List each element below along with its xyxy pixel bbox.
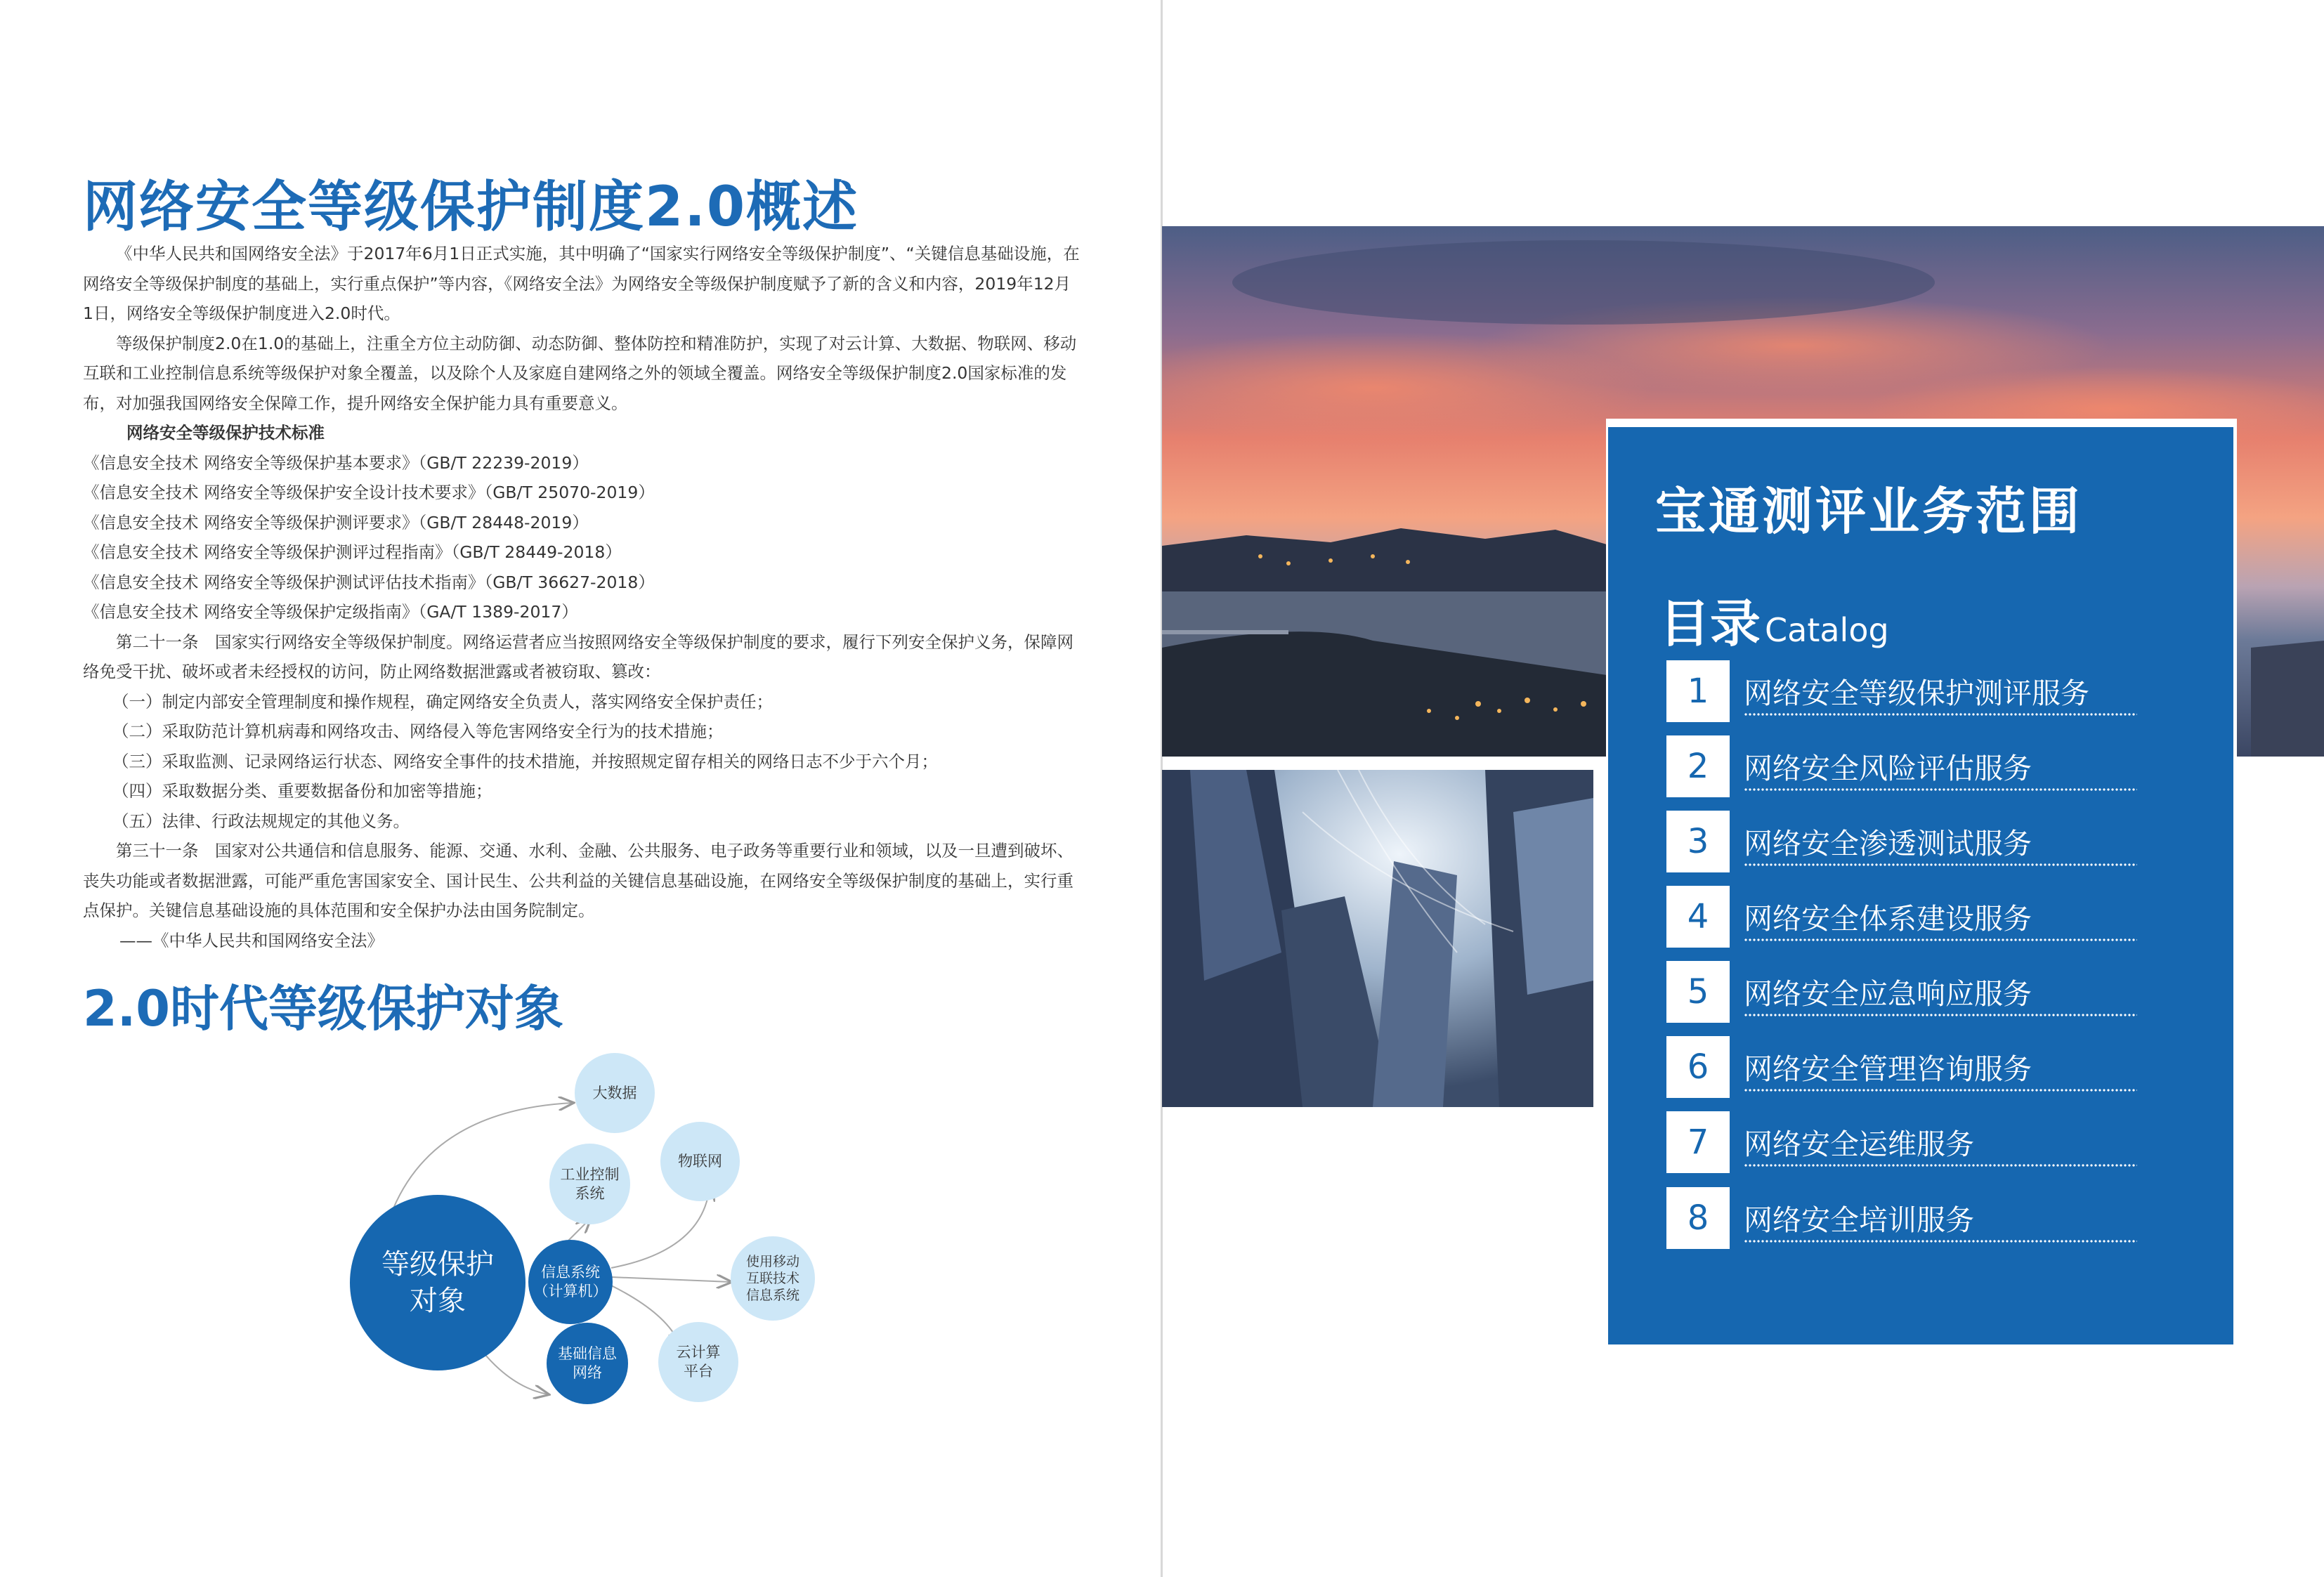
ics-node: 工业控制 系统 xyxy=(549,1144,630,1224)
catalog-label: 网络安全风险评估服务 xyxy=(1744,752,2032,785)
dotted-rule xyxy=(1744,1239,2137,1243)
standard-item: 《信息安全技术 网络安全等级保护测评过程指南》（GB/T 28449-2018） xyxy=(83,542,622,562)
standard-item: 《信息安全技术 网络安全等级保护测评要求》（GB/T 28448-2019） xyxy=(83,512,589,532)
paragraph-2-0: 等级保护制度2.0在1.0的基础上，注重全方位主动防御、动态防御、整体防控和精准防护，实现了对云计算、大数据、物联网、移动互联和工业控制信息系统等级保护对象全覆盖，以及除个人及家庭自建网络之外的领域全覆盖。网络安全等级保护制度2.0国家标准的发布，对加强我国网络安全保障工作，提升网络安全保护能力具有重要意义。 xyxy=(83,333,1077,413)
catalog-item-7[interactable] xyxy=(1666,1111,2137,1173)
catalog-label: 网络安全应急响应服务 xyxy=(1744,977,2032,1011)
catalog-number: 7 xyxy=(1666,1111,1730,1173)
article-item: （四）采取数据分类、重要数据备份和加密等措施； xyxy=(112,781,492,801)
catalog-label: 网络安全体系建设服务 xyxy=(1744,902,2032,936)
article-31: 第三十一条 国家对公共通信和信息服务、能源、交通、水利、金融、公共服务、电子政务等重要行业和领域，以及一旦遭到破坏、丧失功能或者数据泄露，可能严重危害国家安全、国计民生、公共利益的关键信息基础设施，在网络安全等级保护制度的基础上，实行重点保护。关键信息基础设施的具体范围和安全保护办法由国务院制定。 xyxy=(83,841,1073,920)
info-system-node: 信息系统 （计算机） xyxy=(528,1240,613,1324)
catalog-label: 网络安全培训服务 xyxy=(1744,1203,1974,1237)
catalog-item-3[interactable] xyxy=(1666,811,2137,872)
catalog-item-4[interactable] xyxy=(1666,886,2137,948)
catalog-item-8[interactable] xyxy=(1666,1187,2137,1249)
article-item: （三）采取监测、记录网络运行状态、网络安全事件的技术措施，并按照规定留存相关的网络日志不少于六个月； xyxy=(112,751,938,771)
catalog-heading xyxy=(1659,583,1889,656)
catalog-number: 6 xyxy=(1666,1036,1730,1098)
catalog-number: 2 xyxy=(1666,735,1730,797)
catalog-number: 4 xyxy=(1666,886,1730,948)
standard-item: 《信息安全技术 网络安全等级保护安全设计技术要求》（GB/T 25070-2019） xyxy=(83,483,655,502)
mobile-node: 使用移动 互联技术 信息系统 xyxy=(731,1236,815,1321)
catalog-zh: 目录 xyxy=(1659,594,1761,653)
article-item: （二）采取防范计算机病毒和网络攻击、网络侵入等危害网络安全行为的技术措施； xyxy=(112,721,724,741)
catalog-label: 网络安全管理咨询服务 xyxy=(1744,1052,2032,1086)
iot-node: 物联网 xyxy=(660,1122,740,1201)
dotted-rule xyxy=(1744,1088,2137,1092)
cloud-node: 云计算 平台 xyxy=(658,1322,738,1402)
infra-node: 基础信息 网络 xyxy=(547,1323,628,1404)
panel-title: 宝通测评业务范围 xyxy=(1655,482,2083,541)
dotted-rule xyxy=(1744,1163,2137,1167)
article-21: 第二十一条 国家实行网络安全等级保护制度。网络运营者应当按照网络安全等级保护制度的要求，履行下列安全保护义务，保障网络免受干扰、破坏或者未经授权的访问，防止网络数据泄露或者被窃取、篡改： xyxy=(83,632,1073,681)
paragraph-intro: 《中华人民共和国网络安全法》于2017年6月1日正式实施，其中明确了“国家实行网络安全等级保护制度”、“关键信息基础设施，在网络安全等级保护制度的基础上，实行重点保护”等内容，《网络安全法》为网络安全等级保护制度赋予了新的含义和内容，2019年12月1日，网络安全等级保护制度进入2.0时代。 xyxy=(83,244,1080,323)
catalog-item-2[interactable] xyxy=(1666,735,2137,797)
catalog-number: 8 xyxy=(1666,1187,1730,1249)
center-node: 等级保护 对象 xyxy=(350,1195,525,1370)
catalog-label: 网络安全运维服务 xyxy=(1744,1127,1974,1161)
catalog-number: 5 xyxy=(1666,961,1730,1023)
article-item: （五）法律、行政法规规定的其他义务。 xyxy=(112,811,410,831)
standard-item: 《信息安全技术 网络安全等级保护定级指南》（GA/T 1389-2017） xyxy=(83,602,578,622)
catalog-label: 网络安全渗透测试服务 xyxy=(1744,827,2032,861)
dotted-rule xyxy=(1744,787,2137,792)
standard-item: 《信息安全技术 网络安全等级保护测试评估技术指南》（GB/T 36627-2018） xyxy=(83,572,655,592)
dotted-rule xyxy=(1744,938,2137,942)
standard-item: 《信息安全技术 网络安全等级保护基本要求》（GB/T 22239-2019） xyxy=(83,452,589,473)
catalog-number: 3 xyxy=(1666,811,1730,872)
source-citation: ——《中华人民共和国网络安全法》 xyxy=(119,930,384,950)
dotted-rule xyxy=(1744,863,2137,867)
dotted-rule xyxy=(1744,1013,2137,1017)
catalog-item-1[interactable] xyxy=(1666,660,2137,722)
catalog-item-5[interactable] xyxy=(1666,961,2137,1023)
body-text xyxy=(83,239,1081,955)
dotted-rule xyxy=(1744,712,2137,716)
page-title: 网络安全等级保护制度2.0概述 xyxy=(83,176,859,239)
bigdata-node: 大数据 xyxy=(575,1053,655,1133)
catalog-en: Catalog xyxy=(1765,611,1889,649)
catalog-item-6[interactable] xyxy=(1666,1036,2137,1098)
section-subtitle: 2.0时代等级保护对象 xyxy=(83,980,564,1038)
article-item: （一）制定内部安全管理制度和操作规程，确定网络安全负责人，落实网络安全保护责任； xyxy=(112,691,773,712)
standards-heading: 网络安全等级保护技术标准 xyxy=(126,423,325,443)
catalog-number: 1 xyxy=(1666,660,1730,722)
catalog-label: 网络安全等级保护测评服务 xyxy=(1744,676,2089,710)
skyscraper-photo xyxy=(1162,770,1593,1107)
